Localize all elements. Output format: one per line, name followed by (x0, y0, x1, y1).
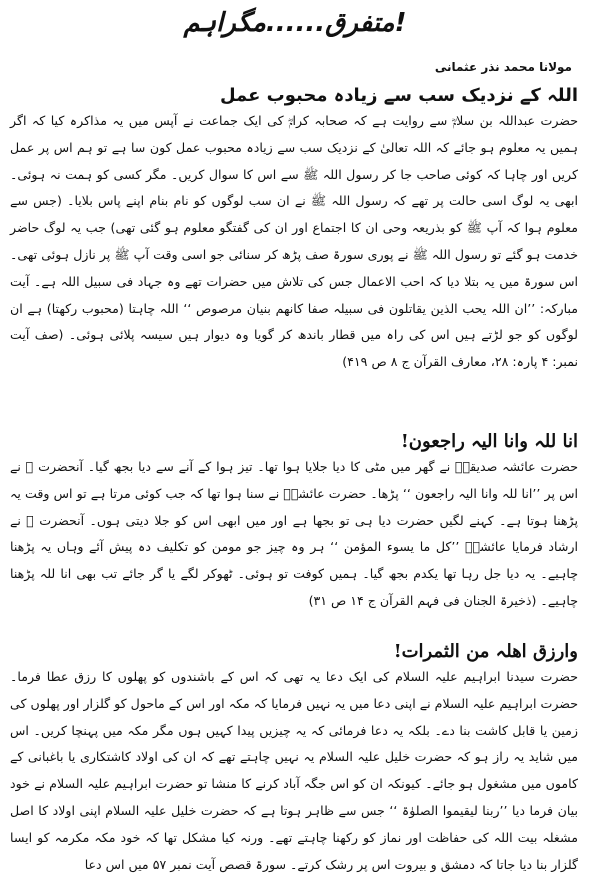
article-title: متفرق......مگراہم! (183, 8, 407, 38)
article-author: مولانا محمد نذر عثمانی (434, 60, 572, 74)
section-3-paragraph: حضرت سیدنا ابراہیم علیہ السلام کی ایک دعا یہ تھی کہ اس کے باشندوں کو پھلوں کا رزق عطا فرما۔ حضرت ابراہیم علیہ السلام نے اپنی دعا میں یہ نہیں فرمایا کہ مکہ اور اس کے ماحول کو گلزار اور پھلوں کی زمین یا قابل کاشت بنا دے۔ بلکہ یہ دعا فرمائی کہ یہ چیزیں پیدا کہیں ہوں مگر مکہ میں پہنچا کریں۔ اس میں شاید یہ راز ہو کہ حضرت خلیل علیہ السلام یہ نہیں چاہتے تھے کہ ان کی اولاد کاشتکاری یا باغبانی کے کاموں میں مشغول ہو جائے۔ کیونکہ ان کو اس جگہ آباد کرنے کا منشا تو حضرت ابراہیم علیہ السلام نے خود بیان فرما دیا ’’ربنا لیقیموا الصلوٰۃ ‘‘ جس سے ظاہر ہوتا ہے کہ حضرت خلیل علیہ السلام اپنی اولاد کا اصل مشغلہ بیت اللہ کی حفاظت اور نماز کو رکھنا چاہتے تھے۔ ورنہ کیا مشکل تھا کہ خود مکہ مکرمہ کو ایسا گلزار بنا دیا جاتا کہ دمشق و بیروت اس پر رشک کرتے۔ سورۃ قصص آیت نمبر ۵۷ میں اس دعا (10, 669, 578, 872)
section-2-paragraph: حضرت عائشہ صدیقہؓ نے گھر میں مٹی کا دیا جلایا ہوا تھا۔ تیز ہوا کے آنے سے دیا بجھ گیا۔ آنحضرت ﷺ نے اس پر ’’انا للہ وانا الیہ راجعون ‘‘ پڑھا۔ حضرت عائشہؓ نے سنا ہوا تھا کہ جب کوئی مرتا ہے تو اس وقت یہ پڑھنا ہوتا ہے۔ کہنے لگیں حضرت دیا ہی تو بجھا ہے اور میں ابھی اس کو جلا دیتی ہوں۔ آنحضرت ﷺ نے ارشاد فرمایا عائشہؓ ’’کل ما یسوء المؤمن ‘‘ ہر وہ چیز جو مومن کو تکلیف دہ پیش آئے وہاں یہ پڑھنا چاہیے۔ یہ دیا جل رہا تھا یکدم بجھ گیا۔ ہمیں کوفت تو ہوئی۔ ٹھوکر لگے یا گر جائے تب بھی انا للہ پڑھنا چاہیے۔ (ذخیرۃ الجنان فی فہم القرآن ج ۱۴ ص ۳۱) (10, 459, 578, 608)
section-1-heading: اللہ کے نزدیک سب سے زیادہ محبوب عمل (219, 85, 578, 106)
section-2 (10, 430, 578, 615)
section-2-heading: انا للہ وانا الیہ راجعون! (400, 431, 578, 452)
section-1-paragraph: حضرت عبداللہ بن سلامؓ سے روایت ہے کہ صحابہ کرامؓ کی ایک جماعت نے آپس میں یہ مذاکرہ کیا کہ اگر ہمیں یہ معلوم ہو جائے کہ اللہ تعالیٰ کے نزدیک سب سے زیادہ محبوب عمل کون سا ہے تو ہم اس پر عمل کریں اور چاہا کہ کوئی صاحب جا کر رسول اللہ ﷺ سے اس کا سوال کریں۔ مگر کسی کو ہمت نہ ہوئی۔ ابھی یہ لوگ اسی حالت پر تھے کہ رسول اللہ ﷺ نے ان سب لوگوں کو نام بنام اپنے پاس بلایا۔ (جس سے معلوم ہوا کہ آپ ﷺ کو بذریعہ وحی ان کا اجتماع اور ان کی گفتگو معلوم ہو گئی تھی) جب یہ لوگ حاضر خدمت ہو گئے تو رسول اللہ ﷺ نے پوری سورۃ صف پڑھ کر سنائی جو اسی وقت آپ ﷺ پر نازل ہوئی تھی۔ اس سورۃ میں یہ بتلا دیا کہ احب الاعمال جس کی تلاش میں حضرات تھے وہ جہاد فی سبیل اللہ ہے۔ آیت مبارکہ: ’’ان اللہ یحب الذین یقاتلون فی سبیلہ صفا کانھم بنیان مرصوص ‘‘ اللہ چاہتا (محبوب رکھتا) ہے ان لوگوں کو جو لڑتے ہیں اس کی راہ میں قطار باندھ کر گویا وہ دیوار ہیں سیسہ پلائی ہوئی۔ (صف آیت نمبر: ۴ پارہ: ۲۸، معارف القرآن ج ۸ ص ۴۱۹) (10, 113, 578, 370)
section-3 (10, 640, 578, 878)
section-1 (10, 84, 578, 376)
section-3-heading: وارزق اھلہ من الثمرات! (393, 641, 578, 662)
